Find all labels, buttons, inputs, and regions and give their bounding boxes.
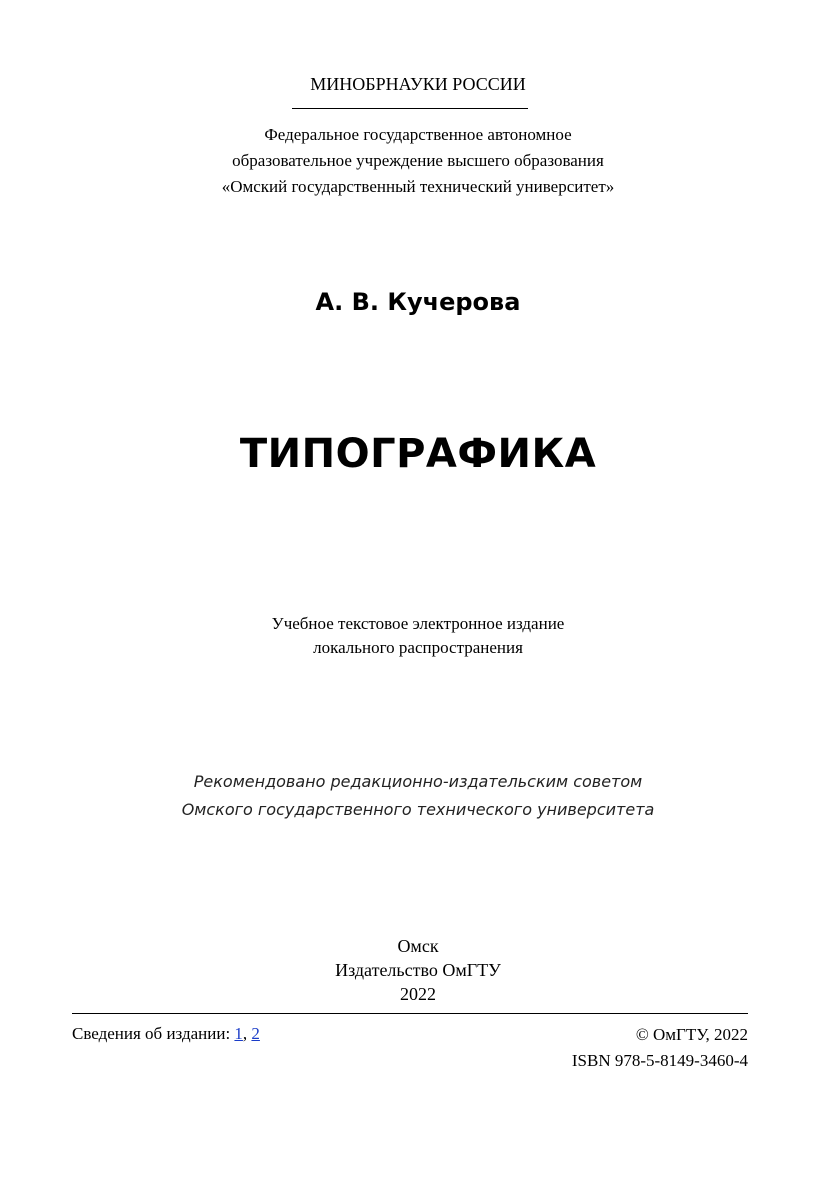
- isbn-text: ISBN 978-5-8149-3460-4: [571, 1051, 748, 1070]
- institution-line-3: «Омский государственный технический университет»: [221, 177, 615, 196]
- institution-block: [0, 122, 836, 200]
- recommendation-note: [0, 768, 836, 824]
- edition-link-2[interactable]: 2: [251, 1024, 260, 1043]
- recommendation-line-2: Омского государственного технического университета: [181, 800, 655, 819]
- edition-type-line-1: Учебное текстовое электронное издание: [271, 614, 565, 633]
- imprint-year: 2022: [400, 984, 436, 1004]
- copyright-block: [572, 1022, 748, 1074]
- recommendation-line-1: Рекомендовано редакционно-издательским советом: [193, 772, 643, 791]
- edition-type: [0, 612, 836, 660]
- edition-type-line-2: локального распространения: [313, 638, 523, 657]
- edition-link-separator: ,: [242, 1024, 248, 1043]
- ministry-name: МИНОБРНАУКИ РОССИИ: [310, 74, 526, 94]
- edition-link-1[interactable]: 1: [234, 1024, 243, 1043]
- book-title: ТИПОГРАФИКА: [239, 431, 597, 477]
- edition-info: [72, 1022, 260, 1046]
- imprint-publisher: Издательство ОмГТУ: [335, 960, 501, 980]
- institution-line-2: образовательное учреждение высшего образования: [232, 151, 604, 170]
- imprint-block: [0, 934, 836, 1006]
- edition-info-label: Сведения об издании:: [72, 1024, 231, 1043]
- imprint-city: Омск: [397, 936, 439, 956]
- footer-divider: [72, 1013, 748, 1014]
- institution-line-1: Федеральное государственное автономное: [264, 125, 572, 144]
- author-name: А. В. Кучерова: [315, 288, 521, 316]
- copyright-text: © ОмГТУ, 2022: [635, 1025, 748, 1044]
- ministry-divider: [292, 108, 528, 109]
